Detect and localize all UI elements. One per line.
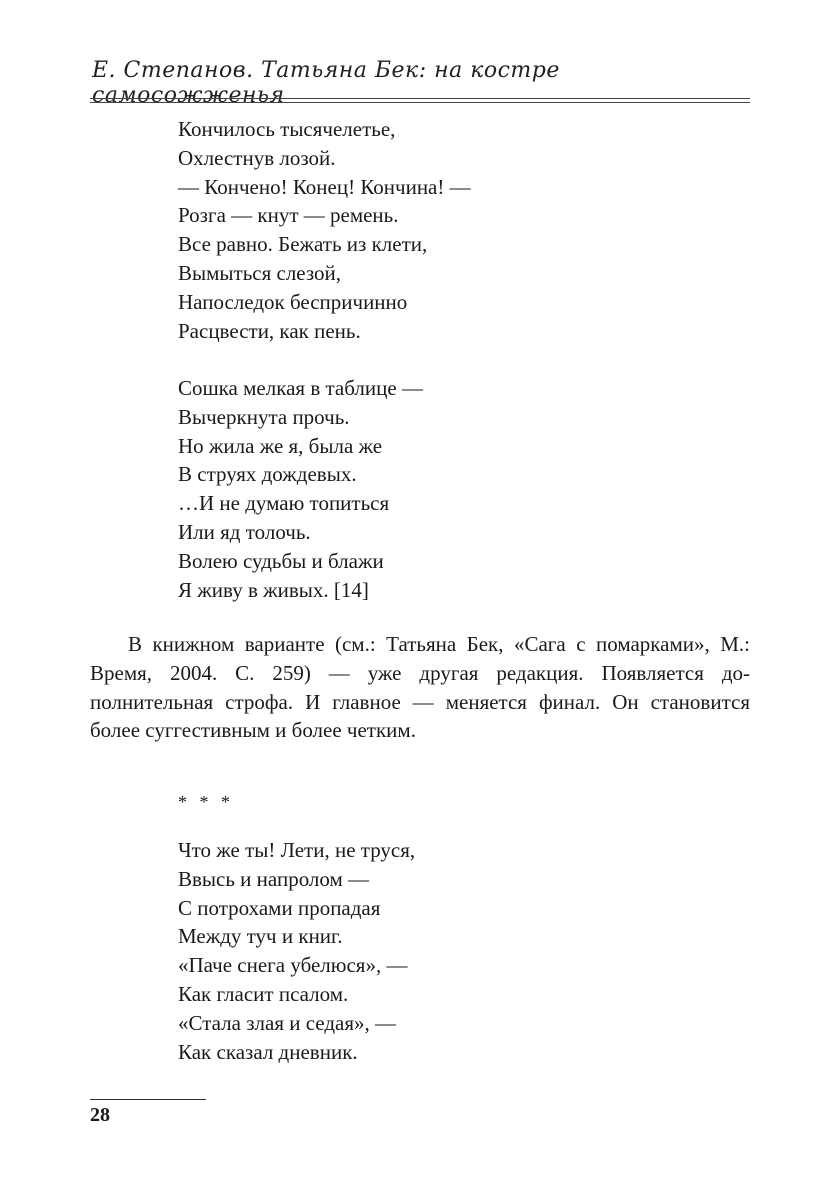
poem-line: Как гласит псалом. (178, 981, 349, 1006)
poem-line: Сошка мелкая в таблице — (178, 376, 423, 400)
poem-line: Но жила же я, была же (178, 433, 383, 458)
poem-line: Ввысь и напролом — (178, 866, 370, 891)
poem-line: Все равно. Бежать из клети, (178, 232, 428, 257)
poem-line: Вымыться слезой, (178, 260, 342, 285)
poem-line: С потрохами пропадая (178, 895, 381, 920)
asterisms: * * * (178, 792, 234, 812)
header-title: Е. Степанов. Татьяна Бек: на костре самосожженья (92, 58, 560, 108)
poem-line: Кончилось тысячелетье, (178, 117, 396, 141)
poem-line: Расцвести, как пень. (178, 318, 361, 343)
page-number: 28 (90, 1104, 110, 1126)
footer-rule (90, 1099, 206, 1100)
poem-line: Вычеркнута прочь. (178, 404, 350, 429)
poem-line: Волею судьбы и блажи (178, 548, 384, 573)
poem-line: Розга — кнут — ремень. (178, 203, 399, 228)
poem-line: «Стала злая и седая», — (178, 1010, 396, 1035)
poem1-stanza1 (178, 115, 471, 345)
header-rule-top (90, 98, 750, 99)
poem-line: Между туч и книг. (178, 924, 343, 949)
poem-line: Охлестнув лозой. (178, 145, 336, 170)
poem-line: Или яд толочь. (178, 519, 311, 544)
poem1-stanza2 (178, 374, 423, 604)
poem-line: В струях дождевых. (178, 462, 357, 487)
poem-line: …И не думаю топиться (178, 491, 390, 516)
poem-line: Напоследок беспричинно (178, 289, 408, 314)
poem-line: Я живу в живых. [14] (178, 577, 369, 602)
poem-line: «Паче снега убелюся», — (178, 953, 408, 978)
poem2-stanza1 (178, 836, 415, 1066)
prose-paragraph: В книжном варианте (см.: Татьяна Бек, «Сага с помарками», М.: Время, 2004. С. 259) — уже другая редакция. Появляется дополнительная строфа. И главное — меняется финал. Он становится более суггестивным и более четким. (90, 632, 750, 743)
poem-line: Как сказал дневник. (178, 1039, 358, 1064)
poem-line: — Кончено! Конец! Кончина! — (178, 174, 471, 199)
header-rule-bottom (90, 102, 750, 103)
poem-line: Что же ты! Лети, не труся, (178, 838, 416, 862)
